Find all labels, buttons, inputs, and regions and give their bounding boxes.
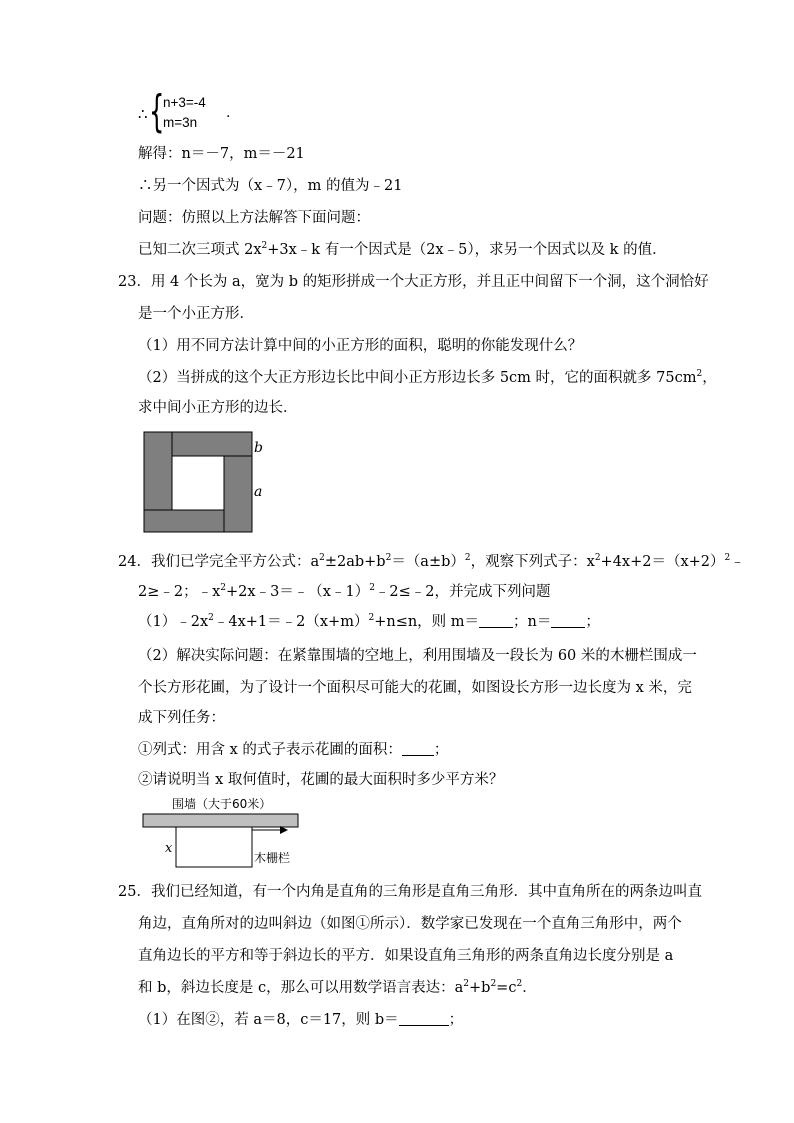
wall-label: 围墙（大于60米） (172, 797, 272, 811)
q23-part-1: （1）用不同方法计算中间的小正方形的面积，聪明的你能发现什么？ (138, 338, 583, 354)
answer-blank-area[interactable] (402, 741, 434, 756)
given-part-b: +3x﹣k 有一个因式是（2x﹣5），求另一个因式以及 k 的值． (267, 242, 667, 258)
superscript: 2 (594, 553, 601, 563)
q25-part-1 (138, 1010, 463, 1030)
q25-4d: ． (522, 980, 537, 996)
right-rectangle (224, 456, 252, 532)
given-line (138, 240, 667, 260)
q25-4a: 和 b，斜边长度是 c，那么可以用数学语言表达：a (138, 980, 464, 996)
q23-part-2 (138, 368, 717, 388)
label-b: b (254, 440, 263, 456)
q25-line-2: 角边，直角所对的边叫斜边（如图①所示）．数学家已发现在一个直角三角形中，两个 (138, 916, 682, 932)
answer-blank-m[interactable] (479, 613, 513, 628)
q25-4b: +b (469, 980, 491, 996)
q25-line-4 (138, 978, 537, 998)
therefore-symbol: ∴ (138, 105, 148, 123)
q23-part-2-line-2: 求中间小正方形的边长． (138, 400, 298, 416)
equation-1: n+3=-4 (163, 95, 206, 110)
q24-2c: ﹣2≤﹣2，并完成下列问题 (374, 584, 551, 600)
superscript: 2 (368, 613, 375, 623)
q24-part-2-line-3: 成下列任务： (138, 710, 225, 726)
q24-part-1 (138, 612, 600, 632)
answer-blank-n[interactable] (551, 613, 585, 628)
q24-line-1 (118, 552, 745, 572)
superscript: 2 (696, 369, 703, 379)
superscript: 2 (463, 979, 469, 989)
q24-1b: ±2ab+b (324, 554, 386, 570)
q24-t1b: ； (433, 742, 449, 758)
superscript: 2 (385, 553, 392, 563)
left-brace: { (149, 86, 165, 137)
wall (143, 814, 298, 827)
left-rectangle (144, 432, 172, 512)
superscript: 2 (261, 241, 268, 251)
superscript: 2 (464, 553, 471, 563)
q24-task-2: ②请说明当 x 取何值时，花圃的最大面积时多少平方米？ (138, 772, 504, 788)
q24-1c: ＝（a±b） (391, 554, 465, 570)
q25-line-3: 直角边长的平方和等于斜边长的平方．如果设直角三角形的两条直角边长度分别是 a (138, 948, 674, 964)
q24-2b: +2x﹣3＝﹣（x﹣1） (226, 584, 370, 600)
q25-p1b: ； (448, 1012, 464, 1028)
center-square-hole (172, 456, 224, 510)
bottom-rectangle (144, 510, 224, 532)
given-part-a: 已知二次三项式 2x (138, 242, 262, 258)
solve-line: 解得：n＝－7，m＝－21 (138, 146, 305, 162)
q24-p1b: ﹣4x+1＝﹣2（x+m） (213, 614, 369, 630)
q24-task-1 (138, 740, 448, 760)
superscript: 2 (208, 613, 214, 623)
fence-label: 木栅栏 (254, 851, 291, 865)
superscript: 2 (369, 583, 375, 593)
q24-2a: 2≥﹣2；﹣x (138, 584, 221, 600)
label-a: a (254, 484, 263, 500)
q25-4c: =c (496, 980, 517, 996)
q25-line-1: 25．我们已经知道，有一个内角是直角的三角形是直角三角形．其中直角所在的两条边叫直 (118, 884, 702, 900)
q24-line-2 (138, 582, 551, 602)
q24-t1a: ①列式：用含 x 的式子表示花圃的面积： (138, 742, 402, 758)
system-period: . (226, 105, 231, 121)
q24-1a: 24．我们已学完全平方公式：a (118, 554, 320, 570)
q24-1e: +4x+2＝（x+2） (600, 554, 725, 570)
q23-line-1: 23．用 4 个长为 a，宽为 b 的矩形拼成一个大正方形，并且正中间留下一个洞，这个洞恰好 (118, 274, 709, 290)
another-factor-line: ∴另一个因式为（x﹣7），m 的值为﹣21 (138, 178, 403, 194)
q24-1d: ，观察下列式子：x (470, 554, 595, 570)
superscript: 2 (516, 979, 523, 989)
q24-p1c: +n≤n，则 m＝ (374, 614, 480, 630)
q24-part-2-line-1: （2）解决实际问题：在紧靠围墙的空地上，利用围墙及一段长为 60 米的木栅栏围成一 (138, 648, 697, 664)
q23-line-2: 是一个小正方形． (138, 306, 254, 322)
q24-part-2-line-2: 个长方形花圃，为了设计一个面积尽可能大的花圃，如图设长方形一边长度为 x 米，完 (138, 680, 692, 696)
superscript: 2 (724, 553, 731, 563)
superscript: 2 (220, 583, 227, 593)
x-label: x (165, 841, 173, 856)
top-rectangle (172, 432, 252, 456)
q23-part-2-b: ， (702, 370, 717, 386)
q23-part-2-a: （2）当拼成的这个大正方形边长比中间小正方形边长多 5cm 时，它的面积就多 75cm (138, 370, 697, 386)
q25-p1a: （1）在图②，若 a＝8，c＝17，则 b＝ (138, 1012, 399, 1028)
fence-figure (140, 796, 302, 868)
question-line: 问题：仿照以上方法解答下面问题： (138, 210, 370, 226)
equation-2: m=3n (163, 115, 198, 130)
q24-p1e: ； (585, 614, 600, 630)
q24-p1a: （1）﹣2x (138, 614, 209, 630)
superscript: 2 (490, 979, 497, 989)
superscript: 2 (319, 553, 325, 563)
square-hole-figure (140, 428, 266, 536)
q24-p1d: ；n＝ (513, 614, 552, 630)
q24-1f: ﹣ (730, 554, 745, 570)
answer-blank-b[interactable] (399, 1011, 449, 1026)
garden-rectangle (176, 827, 252, 867)
